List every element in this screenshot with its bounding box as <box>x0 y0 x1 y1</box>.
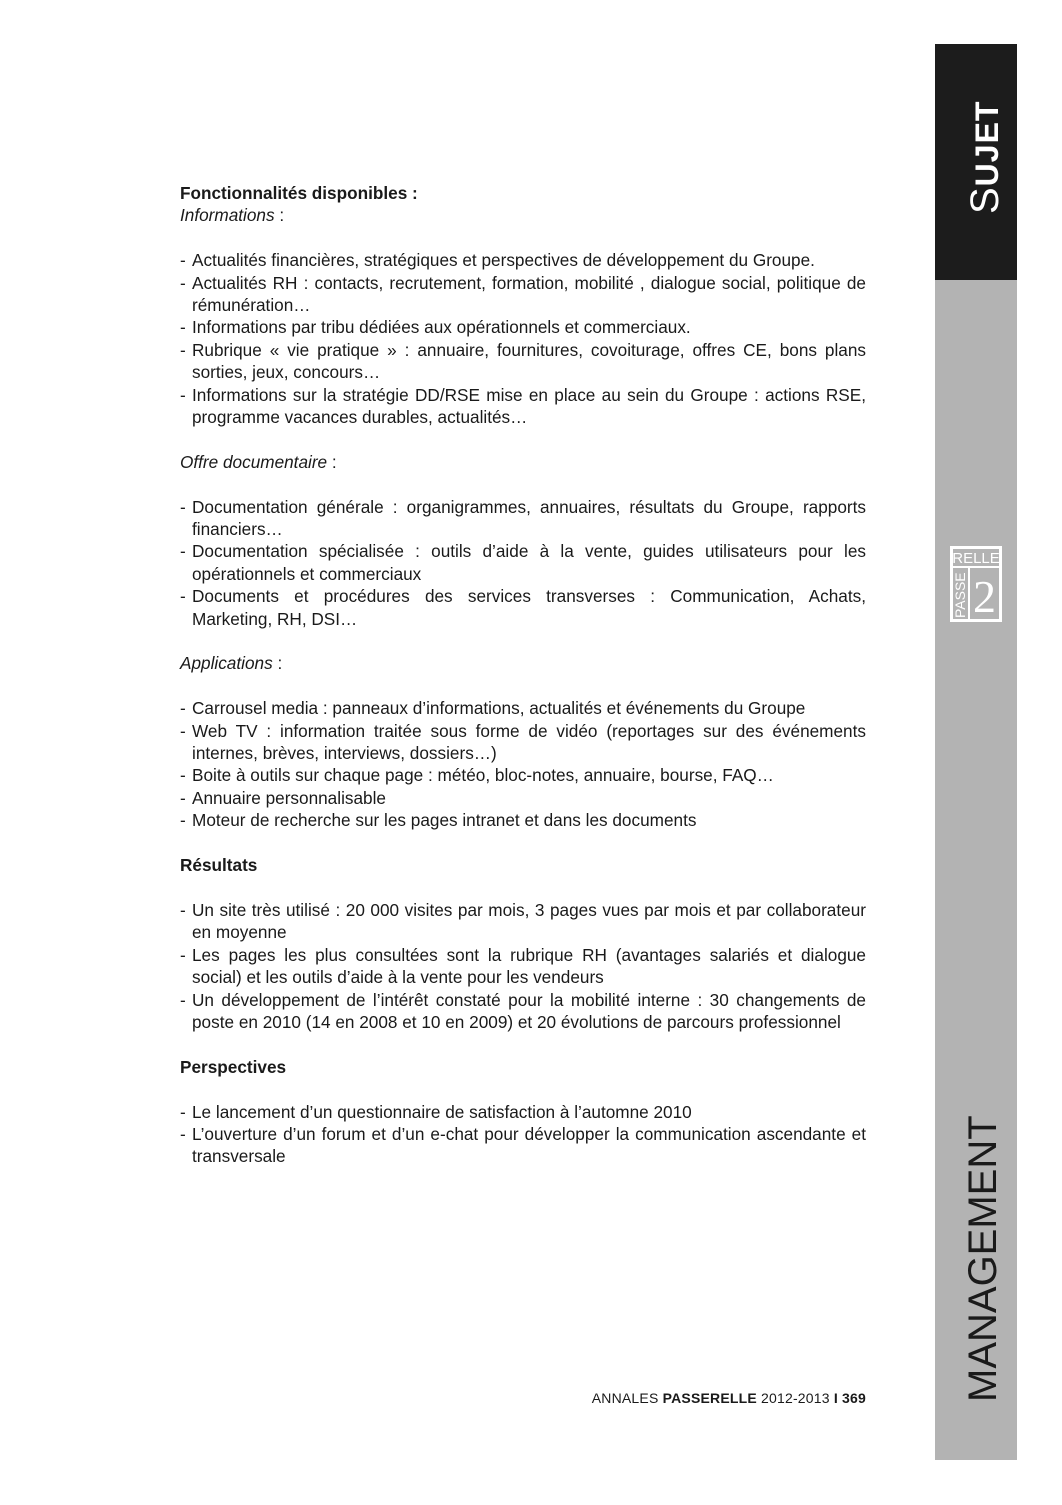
passerelle-2-logo <box>950 546 1002 622</box>
list-item: - Le lancement d’un questionnaire de satisfaction à l’automne 2010 <box>180 1101 866 1123</box>
list-informations <box>180 249 866 428</box>
list-item: - Boite à outils sur chaque page : météo, bloc-notes, annuaire, bourse, FAQ… <box>180 764 866 786</box>
section-title-fonctionnalites: Fonctionnalités disponibles : <box>180 183 418 203</box>
list-item: - Annuaire personnalisable <box>180 787 866 809</box>
list-item: - Actualités RH : contacts, recrutement, formation, mobilité , dialogue social, politique de rémunération… <box>180 272 866 317</box>
subsection-title-offre: Offre documentaire : <box>180 451 337 472</box>
list-item: - Documentation spécialisée : outils d’aide à la vente, guides utilisateurs pour les opérationnels et commerciaux <box>180 540 866 585</box>
subsection-title-applications: Applications : <box>180 653 283 674</box>
list-item: - Web TV : information traitée sous forme de vidéo (reportages sur des événements internes, brèves, interviews, dossiers…) <box>180 720 866 765</box>
list-item: - Moteur de recherche sur les pages intranet et dans les documents <box>180 809 866 831</box>
sidebar-sujet-label: SUJET <box>963 100 1007 214</box>
section-title-perspectives: Perspectives <box>180 1056 287 1077</box>
page-footer: ANNALES PASSERELLE 2012-2013 I 369 <box>591 1390 866 1406</box>
list-item: - Documentation générale : organigrammes, annuaires, résultats du Groupe, rapports financiers… <box>180 496 866 541</box>
list-item: - Un site très utilisé : 20 000 visites par mois, 3 pages vues par mois et par collaborateur en moyenne <box>180 899 866 944</box>
list-item: - Un développement de l’intérêt constaté pour la mobilité interne : 30 changements de poste en 2010 (14 en 2008 et 10 en 2009) et 20 évolutions de parcours professionnel <box>180 989 866 1034</box>
logo-side-text: PASSE <box>952 572 968 618</box>
list-item: - Les pages les plus consultées sont la rubrique RH (avantages salariés et dialogue social) et les outils d’aide à la vente pour les vendeurs <box>180 944 866 989</box>
logo-top-text: RELLE <box>952 550 1000 567</box>
list-item: - Documents et procédures des services transverses : Communication, Achats, Marketing, RH, DSI… <box>180 585 866 630</box>
list-item: - Rubrique « vie pratique » : annuaire, fournitures, covoiturage, offres CE, bons plans sorties, jeux, concours… <box>180 339 866 384</box>
sidebar-management-label: MANAGEMENT <box>961 1115 1005 1402</box>
page-content <box>180 182 866 1168</box>
list-offre-documentaire <box>180 496 866 630</box>
list-perspectives <box>180 1101 866 1168</box>
list-item: - Actualités financières, stratégiques et perspectives de développement du Groupe. <box>180 249 866 271</box>
list-item: - Informations par tribu dédiées aux opérationnels et commerciaux. <box>180 316 866 338</box>
list-item: - L’ouverture d’un forum et d’un e-chat pour développer la communication ascendante et transversale <box>180 1123 866 1168</box>
logo-number: 2 <box>973 571 996 622</box>
section-title-resultats: Résultats <box>180 855 258 876</box>
list-resultats <box>180 899 866 1033</box>
list-applications <box>180 697 866 831</box>
list-item: - Carrousel media : panneaux d’informations, actualités et événements du Groupe <box>180 697 866 719</box>
subsection-title-informations: Informations : <box>180 205 285 226</box>
list-item: - Informations sur la stratégie DD/RSE mise en place au sein du Groupe : actions RSE, programme vacances durables, actualités… <box>180 384 866 429</box>
